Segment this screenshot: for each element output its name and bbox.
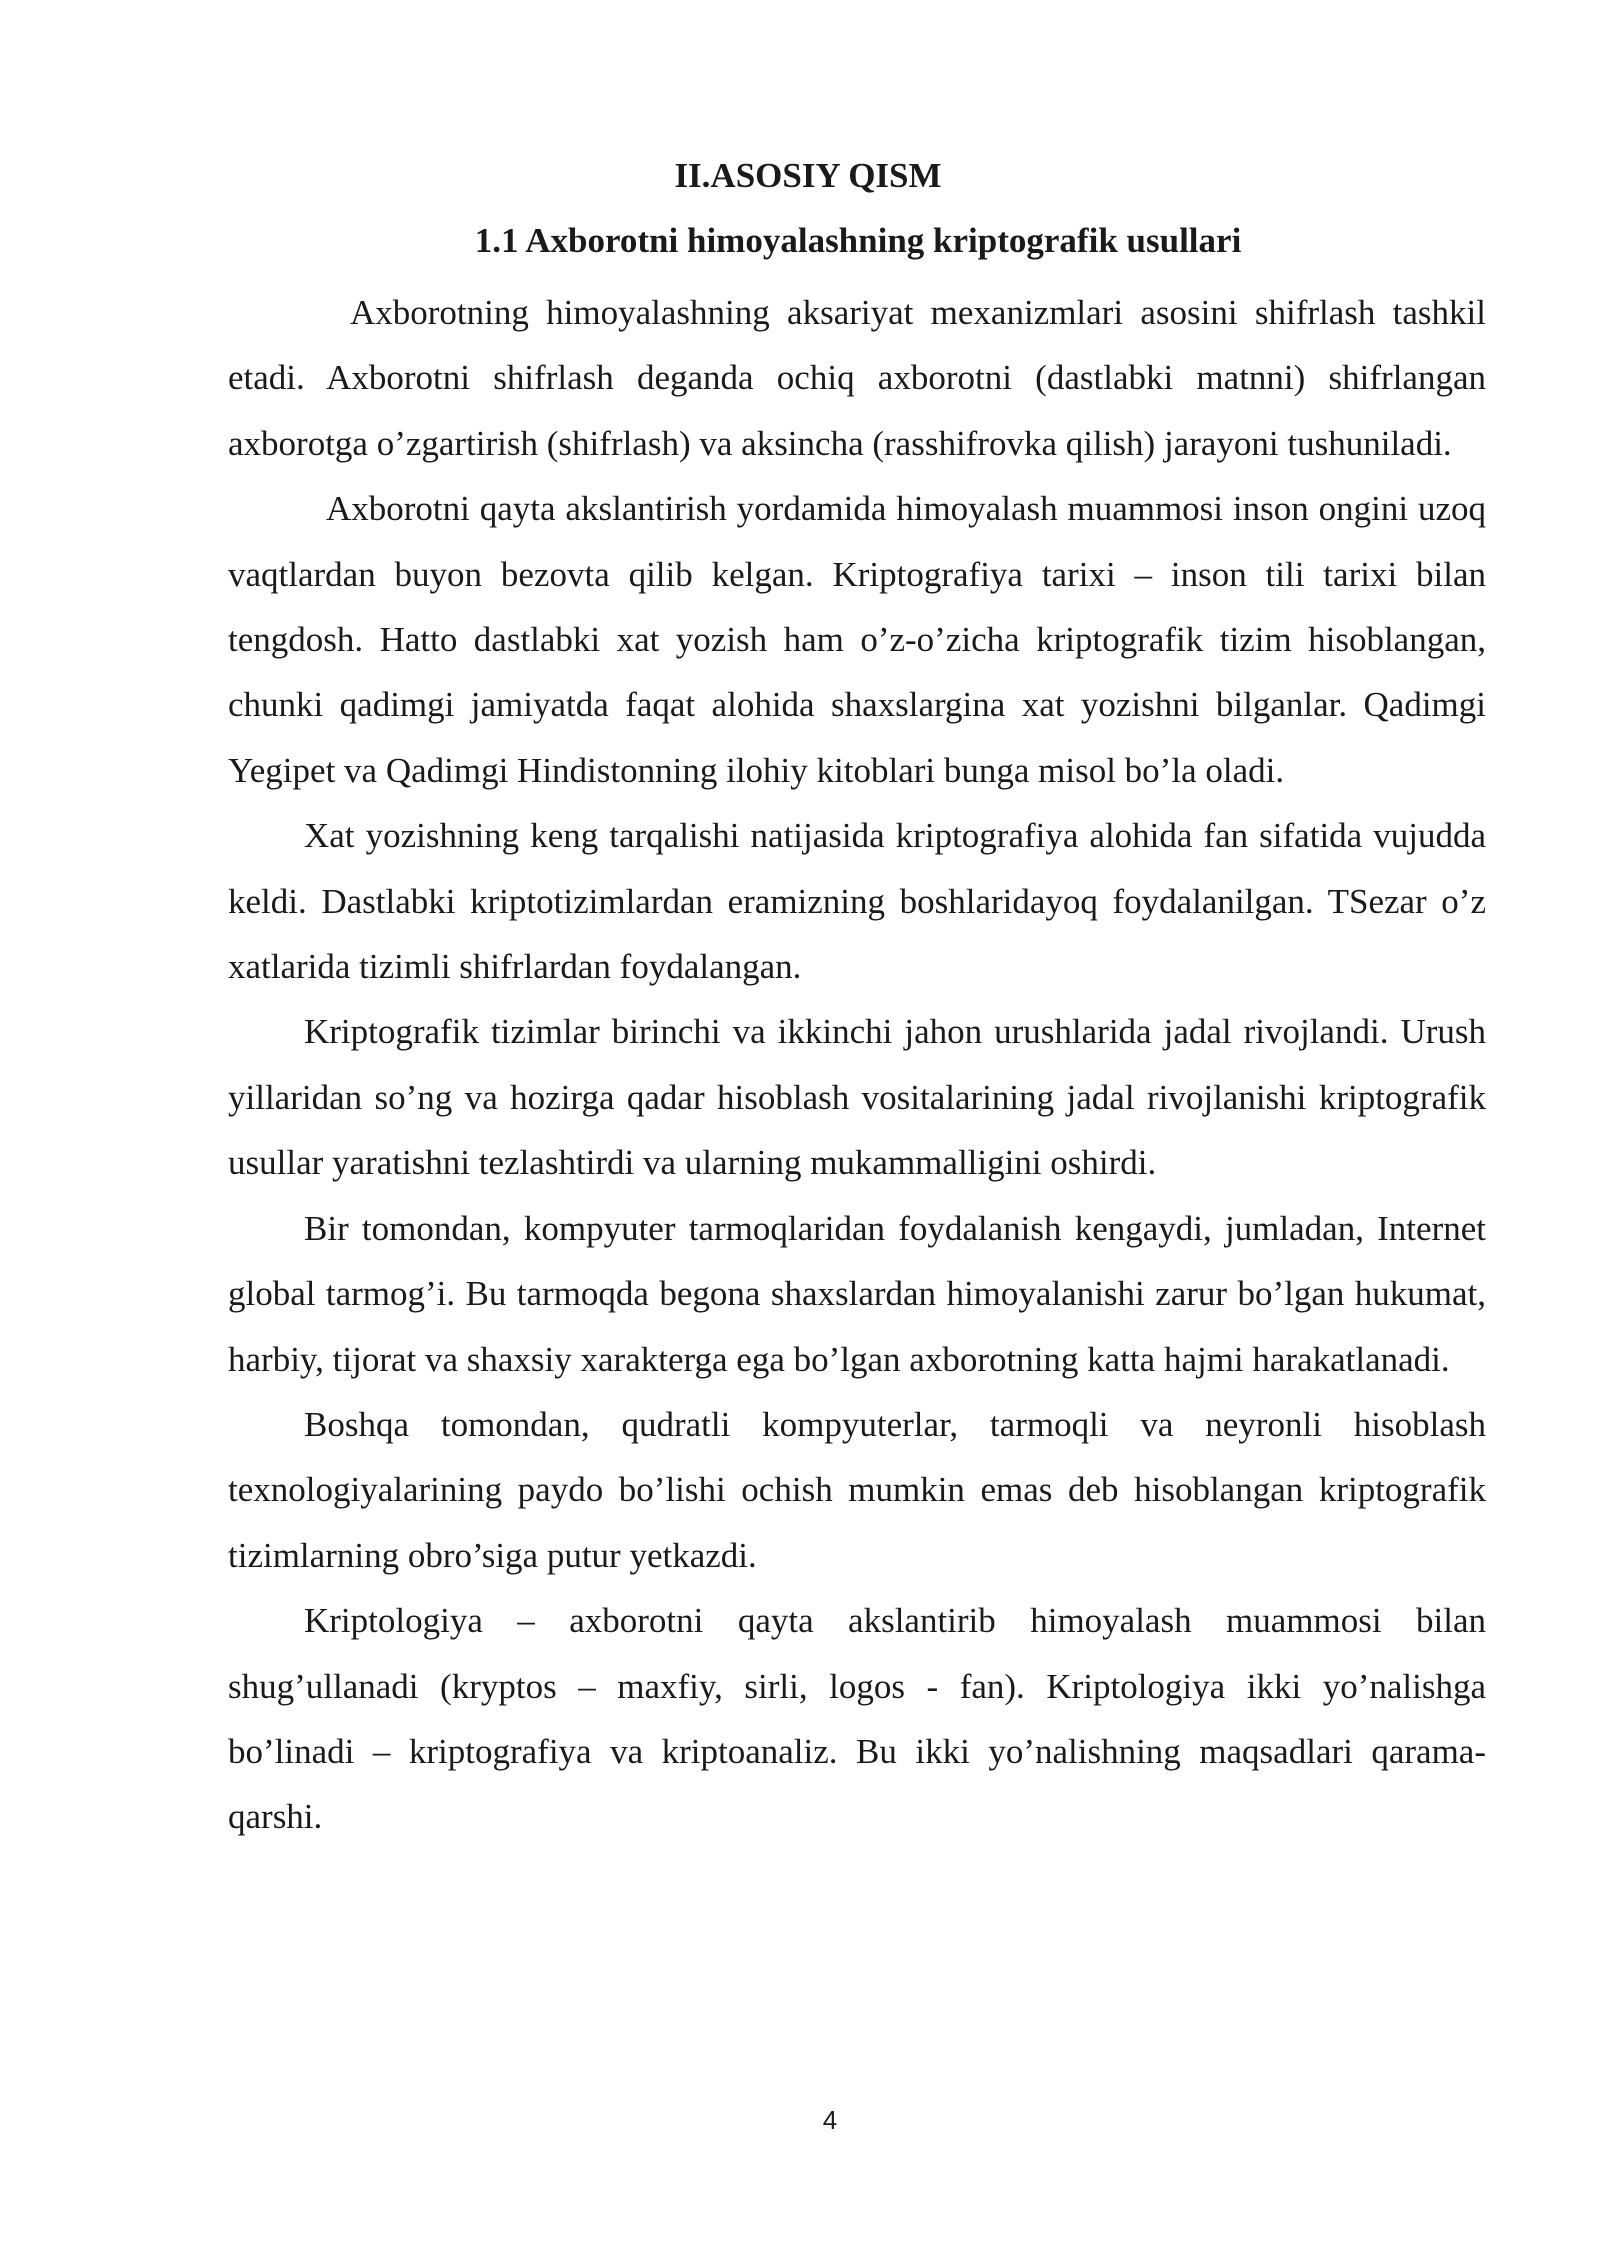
- paragraph: Xat yozishning keng tarqalishi natijasida kriptografiya alohida fan sifatida vujudda keldi. Dastlabki kriptotizimlardan eramizning boshlaridayoq foydalanilgan. TSezar o’z xatlarida tizimli shifrlardan foydalangan.: [228, 816, 1486, 987]
- paragraph: Axborotni qayta akslantirish yordamida himoyalash muammosi inson ongini uzoq vaqtlardan buyon bezovta qilib kelgan. Kriptografiya tarixi – inson tili tarixi bilan tengdosh. Hatto dastlabki xat yozish ham o’z-o’zicha kriptografik tizim hisoblangan, chunki qadimgi jamiyatda faqat alohida shaxslargina xat yozishni bilganlar. Qadimgi Yegipet va Qadimgi Hindistonning ilohiy kitoblari bunga misol bo’la oladi.: [228, 489, 1486, 790]
- subsection-title: 1.1 Axborotni himoyalashning kriptografik usullari: [474, 221, 1242, 260]
- body-text: [228, 280, 1486, 1850]
- paragraph: Boshqa tomondan, qudratli kompyuterlar, tarmoqli va neyronli hisoblash texnologiyalarining paydo bo’lishi ochish mumkin emas deb hisoblangan kriptografik tizimlarning obro’siga putur yetkazdi.: [228, 1404, 1486, 1575]
- paragraph: Bir tomondan, kompyuter tarmoqlaridan foydalanish kengaydi, jumladan, Internet global tarmog’i. Bu tarmoqda begona shaxslardan himoyalanishi zarur bo’lgan hukumat, harbiy, tijorat va shaxsiy xarakterga ega bo’lgan axborotning katta hajmi harakatlanadi.: [228, 1208, 1486, 1379]
- paragraph: Kriptografik tizimlar birinchi va ikkinchi jahon urushlarida jadal rivojlandi. Urush yillaridan so’ng va hozirga qadar hisoblash vositalarining jadal rivojlanishi kriptografik usullar yaratishni tezlashtirdi va ularning mukammalligini oshirdi.: [228, 1012, 1486, 1183]
- paragraph: Kriptologiya – axborotni qayta akslantirib himoyalash muammosi bilan shug’ullanadi (kryptos – maxfiy, sirli, logos - fan). Kriptologiya ikki yo’nalishga bo’linadi – kriptografiya va kriptoanaliz. Bu ikki yo’nalishning maqsadlari qarama-qarshi.: [228, 1601, 1486, 1837]
- page-number: 4: [822, 2105, 838, 2135]
- section-title: II.ASOSIY QISM: [674, 156, 942, 195]
- paragraph: Axborotning himoyalashning aksariyat mexanizmlari asosini shifrlash tashkil etadi. Axborotni shifrlash deganda ochiq axborotni (dastlabki matnni) shifrlangan axborotga o’zgartirish (shifrlash) va aksincha (rasshifrovka qilish) jarayoni tushuniladi.: [228, 293, 1486, 463]
